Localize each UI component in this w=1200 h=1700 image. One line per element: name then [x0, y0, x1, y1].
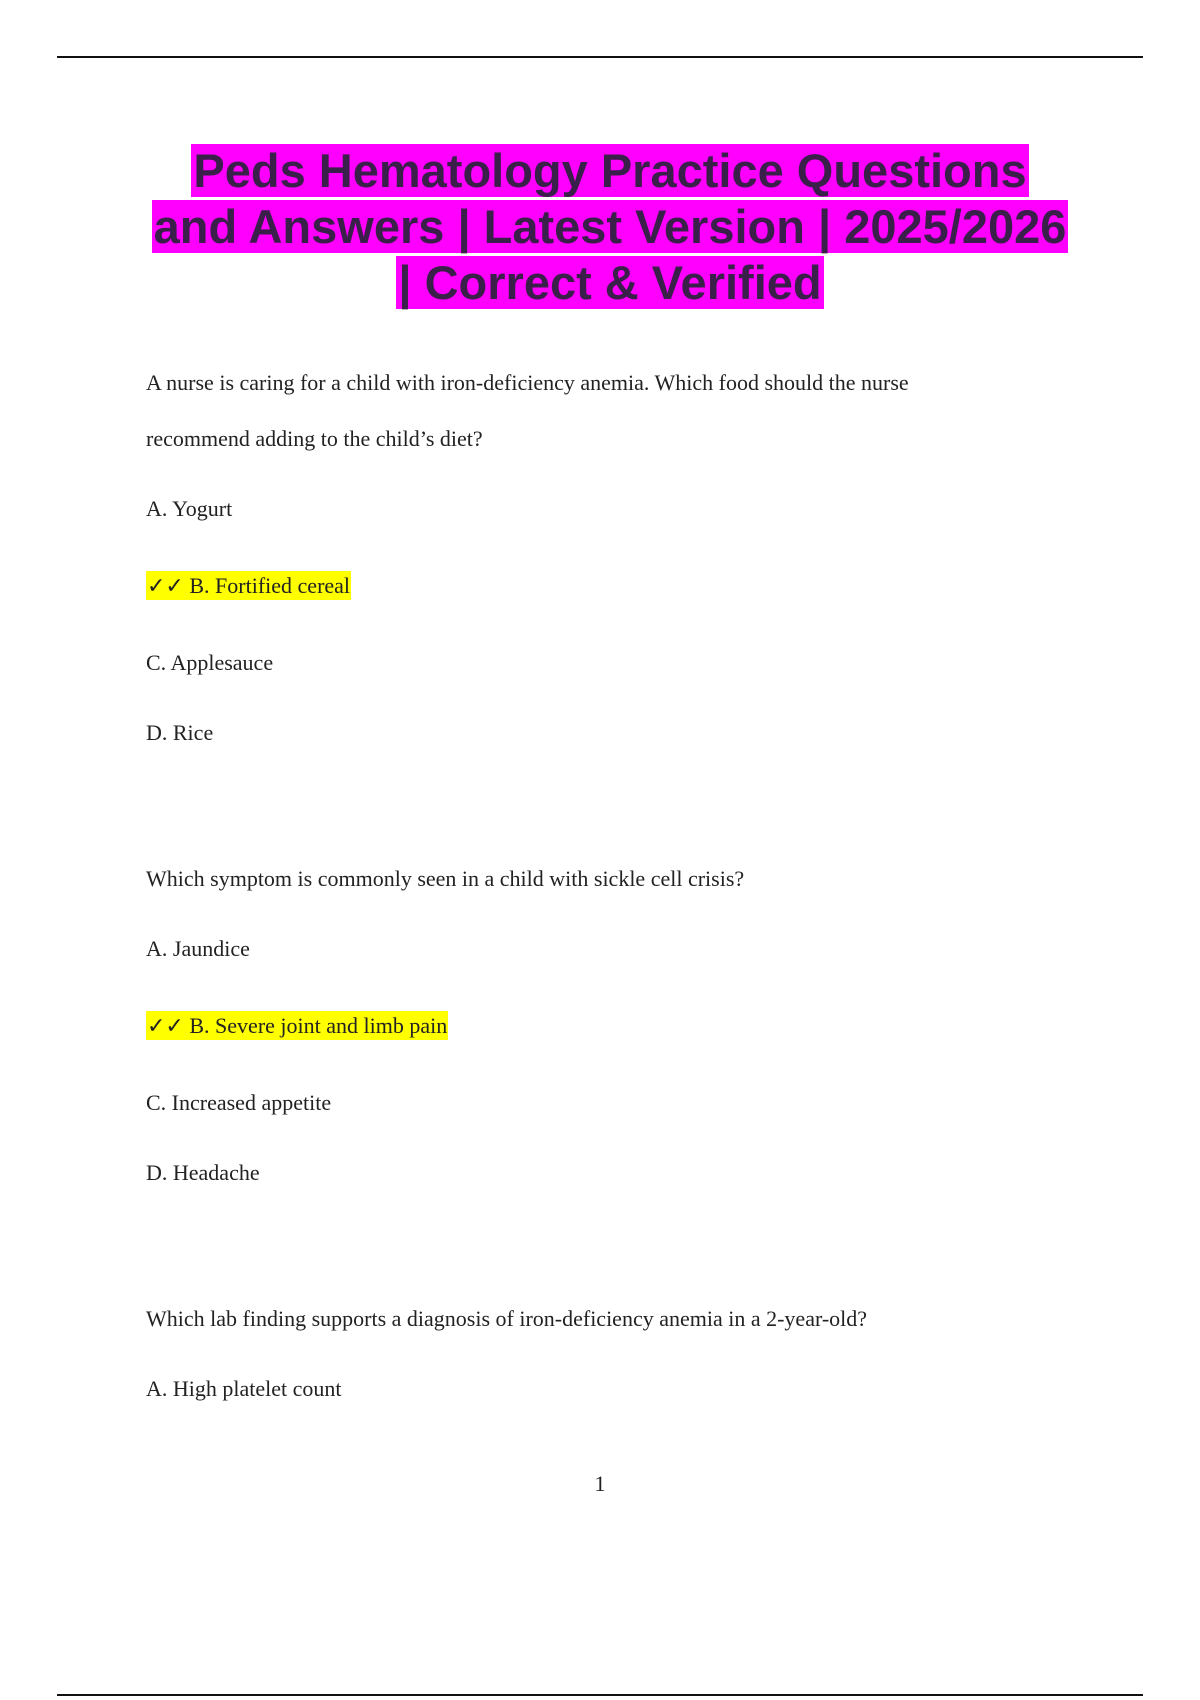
header-rule — [57, 56, 1143, 58]
page-number: 1 — [594, 1471, 606, 1496]
double-check-icon: ✓✓ — [147, 1014, 184, 1039]
title-line-2: and Answers | Latest Version | 2025/2026 — [153, 200, 1067, 253]
double-check-icon: ✓✓ — [147, 574, 184, 599]
title-line-3: | Correct & Verified — [398, 256, 822, 309]
option-label: B. Fortified cereal — [189, 573, 351, 598]
question-2-option-a: A. Jaundice — [146, 936, 250, 961]
question-1-option-c: C. Applesauce — [146, 650, 274, 675]
question-1-option-d: D. Rice — [146, 720, 214, 745]
document-title — [130, 143, 1090, 311]
question-3-stem-line-1: Which lab finding supports a diagnosis of iron-deficiency anemia in a 2-year-old? — [146, 1306, 868, 1331]
question-3-option-a: A. High platelet count — [146, 1376, 342, 1401]
question-2-option-c: C. Increased appetite — [146, 1090, 332, 1115]
correct-answer-highlight — [146, 1011, 448, 1040]
correct-answer-highlight — [146, 571, 351, 600]
footer-rule — [57, 1694, 1143, 1696]
title-line-1: Peds Hematology Practice Questions — [193, 144, 1027, 197]
question-1-option-a: A. Yogurt — [146, 496, 233, 521]
question-1-stem-line-2: recommend adding to the child’s diet? — [146, 426, 483, 451]
question-2-option-b-correct — [146, 1012, 448, 1041]
question-2-stem-line-1: Which symptom is commonly seen in a child with sickle cell crisis? — [146, 866, 745, 891]
question-1-option-b-correct — [146, 572, 351, 601]
option-label: B. Severe joint and limb pain — [189, 1013, 448, 1038]
question-1-stem-line-1: A nurse is caring for a child with iron-deficiency anemia. Which food should the nurse — [146, 370, 909, 395]
question-2-option-d: D. Headache — [146, 1160, 260, 1185]
